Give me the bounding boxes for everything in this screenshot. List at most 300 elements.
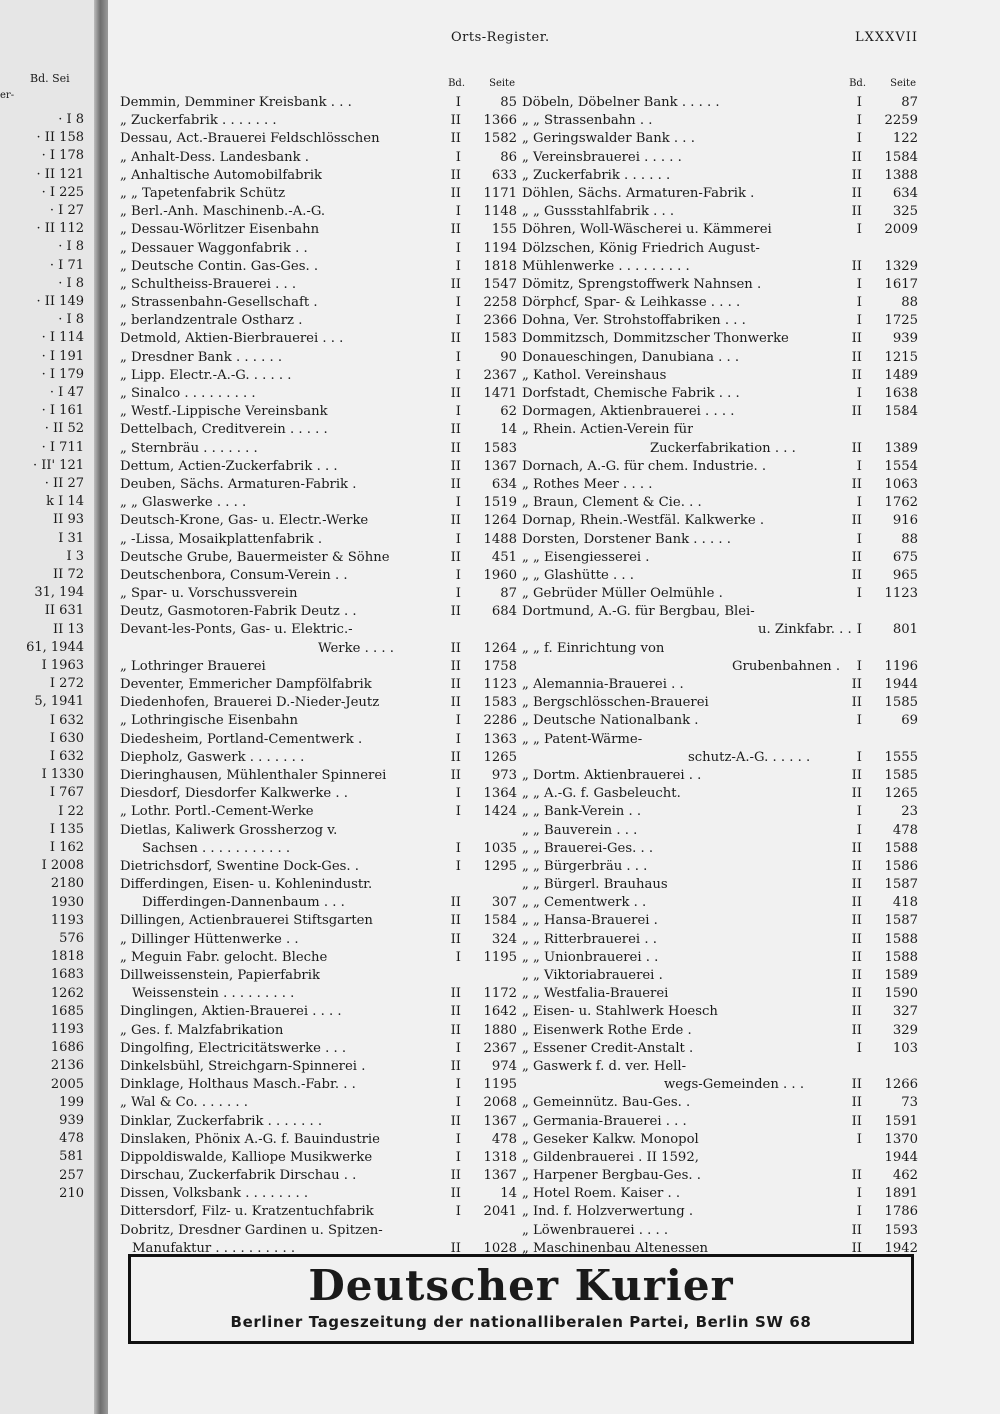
entry-page: 633 xyxy=(491,167,517,183)
register-entry xyxy=(522,403,918,421)
entry-volume: I xyxy=(856,1186,862,1202)
page-number: LXXXVII xyxy=(854,30,918,45)
register-entry xyxy=(522,876,918,894)
entry-name: „ Dortm. Aktienbrauerei . . xyxy=(522,767,702,783)
edge-fragment: 576 xyxy=(59,931,84,946)
entry-name: Deutz, Gasmotoren-Fabrik Deutz . . xyxy=(120,604,357,620)
register-entry xyxy=(522,1185,918,1203)
entry-name: „ Dresdner Bank . . . . . . xyxy=(120,349,283,365)
entry-name: Dornach, A.-G. für chem. Industrie. . xyxy=(522,458,767,474)
entry-name: Dietrichsdorf, Swentine Dock-Ges. . xyxy=(120,858,359,874)
entry-name: „ Lothringer Brauerei xyxy=(120,658,266,674)
entry-volume: II xyxy=(450,1058,461,1074)
entry-name: „ Essener Credit-Anstalt . xyxy=(522,1040,694,1056)
entry-page: 1264 xyxy=(483,640,517,656)
entry-name: „ Sternbräu . . . . . . . xyxy=(120,440,258,456)
edge-fragment: · I 27 xyxy=(49,203,84,218)
entry-name: Manufaktur . . . . . . . . . . xyxy=(132,1240,296,1256)
register-entry xyxy=(120,858,517,876)
entry-page: 307 xyxy=(491,895,517,911)
entry-page: 1587 xyxy=(884,913,918,929)
entry-name: „ Berl.-Anh. Maschinenb.-A.-G. xyxy=(120,204,326,220)
register-entry xyxy=(522,985,918,1003)
entry-name: „ Harpener Bergbau-Ges. . xyxy=(522,1168,701,1184)
entry-page: 1265 xyxy=(483,749,517,765)
entry-volume: II xyxy=(851,968,862,983)
register-entry xyxy=(522,931,918,949)
entry-volume: II xyxy=(851,349,862,365)
entry-page: 1584 xyxy=(884,404,918,420)
entry-page: 478 xyxy=(491,1131,517,1147)
entry-name: „ Bergschlösschen-Brauerei xyxy=(522,695,709,711)
entry-name: Dorsten, Dorstener Bank . . . . . xyxy=(522,531,732,547)
entry-volume: I xyxy=(856,622,862,638)
entry-volume: II xyxy=(450,767,461,783)
entry-volume: I xyxy=(455,786,461,802)
entry-name: „ „ Brauerei-Ges. . . xyxy=(522,840,654,856)
register-entry xyxy=(120,694,517,712)
entry-volume: I xyxy=(455,240,461,256)
entry-page: 1471 xyxy=(483,386,517,401)
register-entry xyxy=(522,512,918,530)
entry-page: 2068 xyxy=(483,1095,517,1111)
entry-page: 1389 xyxy=(884,440,918,456)
entry-name: Dessau, Act.-Brauerei Feldschlösschen xyxy=(120,131,380,147)
entry-volume: I xyxy=(856,458,862,474)
entry-page: 2259 xyxy=(884,113,918,129)
register-entry xyxy=(120,1040,517,1058)
edge-fragment: · I 179 xyxy=(41,366,84,382)
entry-volume: II xyxy=(851,149,862,165)
entry-volume: I xyxy=(455,949,461,965)
entry-page: 634 xyxy=(491,476,517,492)
entry-volume: II xyxy=(851,677,862,692)
edge-fragment: 939 xyxy=(59,1113,84,1128)
entry-volume: I xyxy=(455,1131,461,1147)
entry-page: 1585 xyxy=(884,767,918,783)
register-entry xyxy=(522,640,918,658)
register-entry xyxy=(120,494,517,512)
entry-name: „ Zuckerfabrik . . . . . . . xyxy=(120,113,277,129)
entry-volume: II xyxy=(851,167,862,183)
entry-volume: II xyxy=(450,422,461,438)
entry-volume: II xyxy=(450,640,461,656)
entry-volume: I xyxy=(856,131,862,147)
register-entry xyxy=(120,240,517,258)
entry-volume: I xyxy=(856,295,862,311)
entry-page: 90 xyxy=(500,349,517,365)
entry-name: Grubenbahnen . xyxy=(732,658,841,674)
entry-page: 1195 xyxy=(483,1077,517,1093)
entry-volume: I xyxy=(455,149,461,165)
edge-fragment: 199 xyxy=(59,1094,84,1110)
edge-fragment: I 31 xyxy=(58,530,84,546)
entry-volume: I xyxy=(856,713,862,729)
right-column-header xyxy=(522,74,918,94)
entry-volume: I xyxy=(455,349,461,365)
entry-page: 1028 xyxy=(483,1240,517,1256)
edge-fragment: · I 8 xyxy=(58,239,84,255)
register-entry xyxy=(120,1167,517,1185)
entry-name: „ Gemeinnütz. Bau-Ges. . xyxy=(522,1095,691,1111)
entry-page: 974 xyxy=(491,1058,517,1074)
entry-name: Devant-les-Ponts, Gas- u. Elektric.- xyxy=(120,622,353,638)
entry-page: 324 xyxy=(491,931,517,947)
register-entry xyxy=(522,276,918,294)
entry-volume: I xyxy=(856,113,862,129)
register-entry xyxy=(120,258,517,276)
register-entry xyxy=(120,531,517,549)
entry-volume: II xyxy=(450,276,461,292)
entry-page: 451 xyxy=(491,549,517,565)
register-entry xyxy=(522,258,918,276)
entry-name: Deutschenbora, Consum-Verein . . xyxy=(120,567,348,583)
edge-fragment: · I 71 xyxy=(49,257,84,273)
entry-name: „ „ Bürgerbräu . . . xyxy=(522,858,648,874)
register-entry xyxy=(120,549,517,567)
entry-name: „ Alemannia-Brauerei . . xyxy=(522,677,684,692)
register-entry xyxy=(120,1185,517,1203)
entry-page: 2041 xyxy=(483,1204,517,1220)
entry-name: Döbeln, Döbelner Bank . . . . . xyxy=(522,95,720,110)
entry-volume: II xyxy=(450,931,461,947)
entry-name: „ berlandzentrale Ostharz . xyxy=(120,313,303,329)
edge-fragment: 1193 xyxy=(50,912,84,928)
entry-volume: I xyxy=(455,731,461,747)
entry-page: 1590 xyxy=(884,986,918,1002)
entry-name: „ Anhaltische Automobilfabrik xyxy=(120,167,323,183)
entry-page: 965 xyxy=(892,567,918,583)
entry-volume: II xyxy=(450,677,461,692)
entry-name: „ „ Unionbrauerei . . xyxy=(522,949,659,965)
entry-page: 1063 xyxy=(884,476,918,492)
entry-page: 122 xyxy=(892,131,918,147)
entry-volume: I xyxy=(856,531,862,547)
register-entry xyxy=(120,621,517,639)
register-entry xyxy=(522,858,918,876)
edge-fragment: I 3 xyxy=(66,548,84,564)
seite-header: Seite xyxy=(890,78,916,89)
right-entry-list xyxy=(522,94,918,1258)
entry-name: u. Zinkfabr. . . xyxy=(758,622,852,638)
entry-name: Dittersdorf, Filz- u. Kratzentuchfabrik xyxy=(120,1204,374,1220)
register-entry xyxy=(120,894,517,912)
entry-name: „ Anhalt-Dess. Landesbank . xyxy=(120,149,309,165)
register-entry xyxy=(522,912,918,930)
entry-name: „ „ Bank-Verein . . xyxy=(522,804,642,820)
entry-name: „ „ A.-G. f. Gasbeleucht. xyxy=(522,786,681,802)
entry-name: Diesdorf, Diesdorfer Kalkwerke . . xyxy=(120,786,348,802)
entry-name: „ „ Westfalia-Brauerei xyxy=(522,986,669,1002)
previous-page-edge xyxy=(0,0,94,1414)
entry-name: „ „ Strassenbahn . . xyxy=(522,113,653,129)
entry-page: 634 xyxy=(892,185,918,201)
entry-name: Dillingen, Actienbrauerei Stiftsgarten xyxy=(120,913,373,929)
entry-page: 1388 xyxy=(884,167,918,183)
entry-name: „ Vereinsbrauerei . . . . . xyxy=(522,149,682,165)
entry-name: „ Lipp. Electr.-A.-G. . . . . . xyxy=(120,367,292,383)
entry-page: 1171 xyxy=(483,185,517,201)
register-entry xyxy=(120,785,517,803)
edge-fragment: 1683 xyxy=(50,967,84,983)
entry-name: „ Kathol. Vereinshaus xyxy=(522,367,667,383)
edge-fragment: II 631 xyxy=(44,603,84,619)
register-entry xyxy=(120,130,517,148)
entry-page: 327 xyxy=(892,1004,918,1020)
register-entry xyxy=(120,94,517,112)
entry-page: 1123 xyxy=(483,677,517,692)
entry-name: „ Westf.-Lippische Vereinsbank xyxy=(120,404,328,420)
entry-page: 1424 xyxy=(483,804,517,820)
register-entry xyxy=(120,712,517,730)
entry-name: „ Schultheiss-Brauerei . . . xyxy=(120,276,297,292)
entry-page: 1295 xyxy=(483,858,517,874)
register-entry xyxy=(522,494,918,512)
entry-page: 1318 xyxy=(483,1149,517,1165)
edge-fragment: I 2008 xyxy=(41,858,84,874)
register-entry xyxy=(522,822,918,840)
register-entry xyxy=(522,367,918,385)
entry-page: 88 xyxy=(901,295,918,311)
entry-volume: I xyxy=(856,804,862,820)
edge-fragment: · I 178 xyxy=(41,148,84,164)
entry-volume: II xyxy=(851,1095,862,1111)
entry-volume: I xyxy=(455,258,461,274)
entry-name: „ Zuckerfabrik . . . . . . xyxy=(522,167,671,183)
entry-page: 88 xyxy=(901,531,918,547)
entry-volume: I xyxy=(856,313,862,329)
edge-fragment: · II 149 xyxy=(36,294,84,309)
register-entry xyxy=(120,731,517,749)
edge-fragment: · I 191 xyxy=(41,348,84,364)
register-entry xyxy=(120,985,517,1003)
entry-volume: II xyxy=(450,185,461,201)
entry-page: 1584 xyxy=(884,149,918,165)
entry-volume: I xyxy=(455,404,461,420)
entry-name: Deutsch-Krone, Gas- u. Electr.-Werke xyxy=(120,513,369,529)
entry-name: Donaueschingen, Danubiana . . . xyxy=(522,349,740,365)
edge-fragment: I 162 xyxy=(49,840,84,855)
entry-volume: II xyxy=(851,185,862,201)
edge-fragment: 1818 xyxy=(50,949,84,965)
register-entry xyxy=(120,421,517,439)
entry-name: „ „ Tapetenfabrik Schütz xyxy=(120,185,286,201)
entry-volume: II xyxy=(851,1168,862,1184)
entry-volume: I xyxy=(455,858,461,874)
register-entry xyxy=(522,1094,918,1112)
edge-fragment: · I 711 xyxy=(41,439,84,455)
entry-volume: I xyxy=(856,276,862,292)
register-entry xyxy=(522,312,918,330)
register-entry xyxy=(522,167,918,185)
entry-page: 675 xyxy=(892,549,918,565)
register-entry xyxy=(522,1040,918,1058)
entry-name: „ „ Glaswerke . . . . xyxy=(120,495,247,511)
entry-page: 478 xyxy=(892,822,918,838)
entry-volume: II xyxy=(450,749,461,765)
entry-volume: I xyxy=(455,531,461,547)
entry-name: Dingolfing, Electricitätswerke . . . xyxy=(120,1040,347,1056)
register-entry xyxy=(120,385,517,403)
register-entry xyxy=(120,185,517,203)
entry-volume: II xyxy=(851,913,862,929)
entry-volume: I xyxy=(856,386,862,401)
entry-volume: I xyxy=(455,1095,461,1111)
entry-name: „ Deutsche Contin. Gas-Ges. . xyxy=(120,258,319,274)
entry-name: „ -Lissa, Mosaikplattenfabrik . xyxy=(120,531,323,547)
entry-volume: II xyxy=(851,1004,862,1020)
entry-name: „ „ f. Einrichtung von xyxy=(522,640,665,656)
edge-fragment: 2136 xyxy=(50,1058,84,1074)
register-entry xyxy=(120,367,517,385)
entry-volume: II xyxy=(450,386,461,401)
entry-volume: II xyxy=(450,1004,461,1020)
register-entry xyxy=(522,1113,918,1131)
entry-page: 916 xyxy=(892,513,918,529)
entry-name: Dinklar, Zuckerfabrik . . . . . . . xyxy=(120,1113,323,1129)
entry-page: 1725 xyxy=(884,313,918,329)
register-entry xyxy=(120,512,517,530)
register-entry xyxy=(120,840,517,858)
edge-fragment: 581 xyxy=(59,1149,84,1165)
entry-name: Differdingen, Eisen- u. Kohlenindustr. xyxy=(120,877,373,893)
entry-name: „ Lothr. Portl.-Cement-Werke xyxy=(120,804,314,820)
register-entry xyxy=(522,803,918,821)
register-entry xyxy=(120,349,517,367)
entry-page: 85 xyxy=(500,95,517,110)
entry-page: 2366 xyxy=(483,313,517,329)
entry-page: 73 xyxy=(901,1095,918,1111)
register-entry xyxy=(522,767,918,785)
register-entry xyxy=(522,385,918,403)
entry-volume: II xyxy=(851,1022,862,1038)
bd-header: Bd. xyxy=(448,78,465,89)
register-entry xyxy=(120,931,517,949)
entry-name: „ Dillinger Hüttenwerke . . xyxy=(120,931,299,947)
entry-name: „ „ Hansa-Brauerei . xyxy=(522,913,658,929)
entry-page: 1588 xyxy=(884,840,918,856)
register-entry xyxy=(522,712,918,730)
entry-page: 1367 xyxy=(483,1168,517,1184)
entry-page: 1035 xyxy=(483,840,517,856)
entry-name: „ Eisen- u. Stahlwerk Hoesch xyxy=(522,1004,718,1020)
register-entry xyxy=(120,949,517,967)
register-entry xyxy=(120,640,517,658)
entry-volume: II xyxy=(450,440,461,456)
register-entry xyxy=(120,1149,517,1167)
entry-volume: II xyxy=(851,877,862,893)
entry-page: 1364 xyxy=(483,786,517,802)
entry-page: 1489 xyxy=(884,367,918,383)
entry-volume: I xyxy=(455,95,461,110)
entry-volume: II xyxy=(450,331,461,347)
entry-page: 1617 xyxy=(884,276,918,292)
register-entry xyxy=(120,1222,517,1240)
entry-page: 1584 xyxy=(483,913,517,929)
entry-volume: I xyxy=(455,586,461,602)
edge-fragment: · I 8 xyxy=(58,312,84,328)
entry-page: 1363 xyxy=(483,731,517,747)
edge-fragment: 5, 1941 xyxy=(34,694,84,710)
entry-name: „ Ges. f. Malzfabrikation xyxy=(120,1022,284,1038)
entry-volume: II xyxy=(851,1240,862,1256)
entry-page: 1264 xyxy=(483,513,517,529)
entry-volume: I xyxy=(455,1040,461,1056)
entry-volume: II xyxy=(450,913,461,929)
edge-fragment: · II 27 xyxy=(44,476,84,491)
entry-name: „ Gebrüder Müller Oelmühle . xyxy=(522,586,723,602)
entry-page: 103 xyxy=(892,1040,918,1056)
entry-page: 1638 xyxy=(884,386,918,401)
entry-page: 1266 xyxy=(884,1077,918,1093)
entry-name: „ Geringswalder Bank . . . xyxy=(522,131,695,147)
register-entry xyxy=(120,1003,517,1021)
entry-page: 23 xyxy=(901,804,918,820)
register-entry xyxy=(120,1058,517,1076)
entry-page: 1587 xyxy=(884,877,918,893)
entry-name: Dillweissenstein, Papierfabrik xyxy=(120,968,320,983)
page-title: Orts-Register. xyxy=(451,30,550,45)
entry-volume: II xyxy=(450,1168,461,1184)
entry-page: 1588 xyxy=(884,949,918,965)
register-entry xyxy=(522,349,918,367)
seite-header: Seite xyxy=(489,78,515,89)
entry-name: Dornap, Rhein.-Westfäl. Kalkwerke . xyxy=(522,513,765,529)
register-entry xyxy=(522,567,918,585)
register-entry xyxy=(120,276,517,294)
left-entry-list xyxy=(120,94,517,1258)
entry-name: schutz-A.-G. . . . . . xyxy=(688,749,811,765)
entry-name: „ „ Glashütte . . . xyxy=(522,567,634,583)
register-entry xyxy=(522,1203,918,1221)
entry-name: „ Meguin Fabr. gelocht. Bleche xyxy=(120,949,328,965)
register-entry xyxy=(522,185,918,203)
entry-page: 1960 xyxy=(483,567,517,583)
entry-name: „ Maschinenbau Altenessen xyxy=(522,1240,709,1256)
entry-name: Demmin, Demminer Kreisbank . . . xyxy=(120,95,352,110)
register-entry xyxy=(120,767,517,785)
edge-fragment: I 135 xyxy=(49,821,84,837)
entry-name: „ Dessau-Wörlitzer Eisenbahn xyxy=(120,222,320,238)
entry-page: 801 xyxy=(892,622,918,638)
entry-volume: II xyxy=(851,895,862,911)
entry-name: „ Wal & Co. . . . . . . xyxy=(120,1095,248,1111)
register-entry xyxy=(522,894,918,912)
edge-fragment: I 272 xyxy=(49,676,84,692)
entry-volume: I xyxy=(856,222,862,238)
entry-name: Dorfstadt, Chemische Fabrik . . . xyxy=(522,386,740,401)
entry-name: Diedesheim, Portland-Cementwerk . xyxy=(120,731,363,747)
register-entry xyxy=(120,1076,517,1094)
entry-name: Dinklage, Holthaus Masch.-Fabr. . . xyxy=(120,1077,356,1093)
entry-page: 1265 xyxy=(884,786,918,802)
entry-name: „ Germania-Brauerei . . . xyxy=(522,1113,687,1129)
entry-volume: II xyxy=(851,567,862,583)
entry-page: 1366 xyxy=(483,113,517,129)
entry-volume: II xyxy=(450,549,461,565)
entry-name: „ Sinalco . . . . . . . . . xyxy=(120,386,256,401)
entry-volume: I xyxy=(455,804,461,820)
entry-name: Deuben, Sächs. Armaturen-Fabrik . xyxy=(120,476,357,492)
entry-name: „ „ Eisengiesserei . xyxy=(522,549,650,565)
entry-page: 1519 xyxy=(483,495,517,511)
register-entry xyxy=(522,421,918,439)
entry-volume: I xyxy=(856,495,862,511)
entry-page: 1818 xyxy=(483,258,517,274)
entry-name: „ „ Ritterbrauerei . . xyxy=(522,931,657,947)
advertisement-title: Deutscher Kurier xyxy=(308,1261,734,1310)
entry-name: Differdingen-Dannenbaum . . . xyxy=(142,895,345,911)
